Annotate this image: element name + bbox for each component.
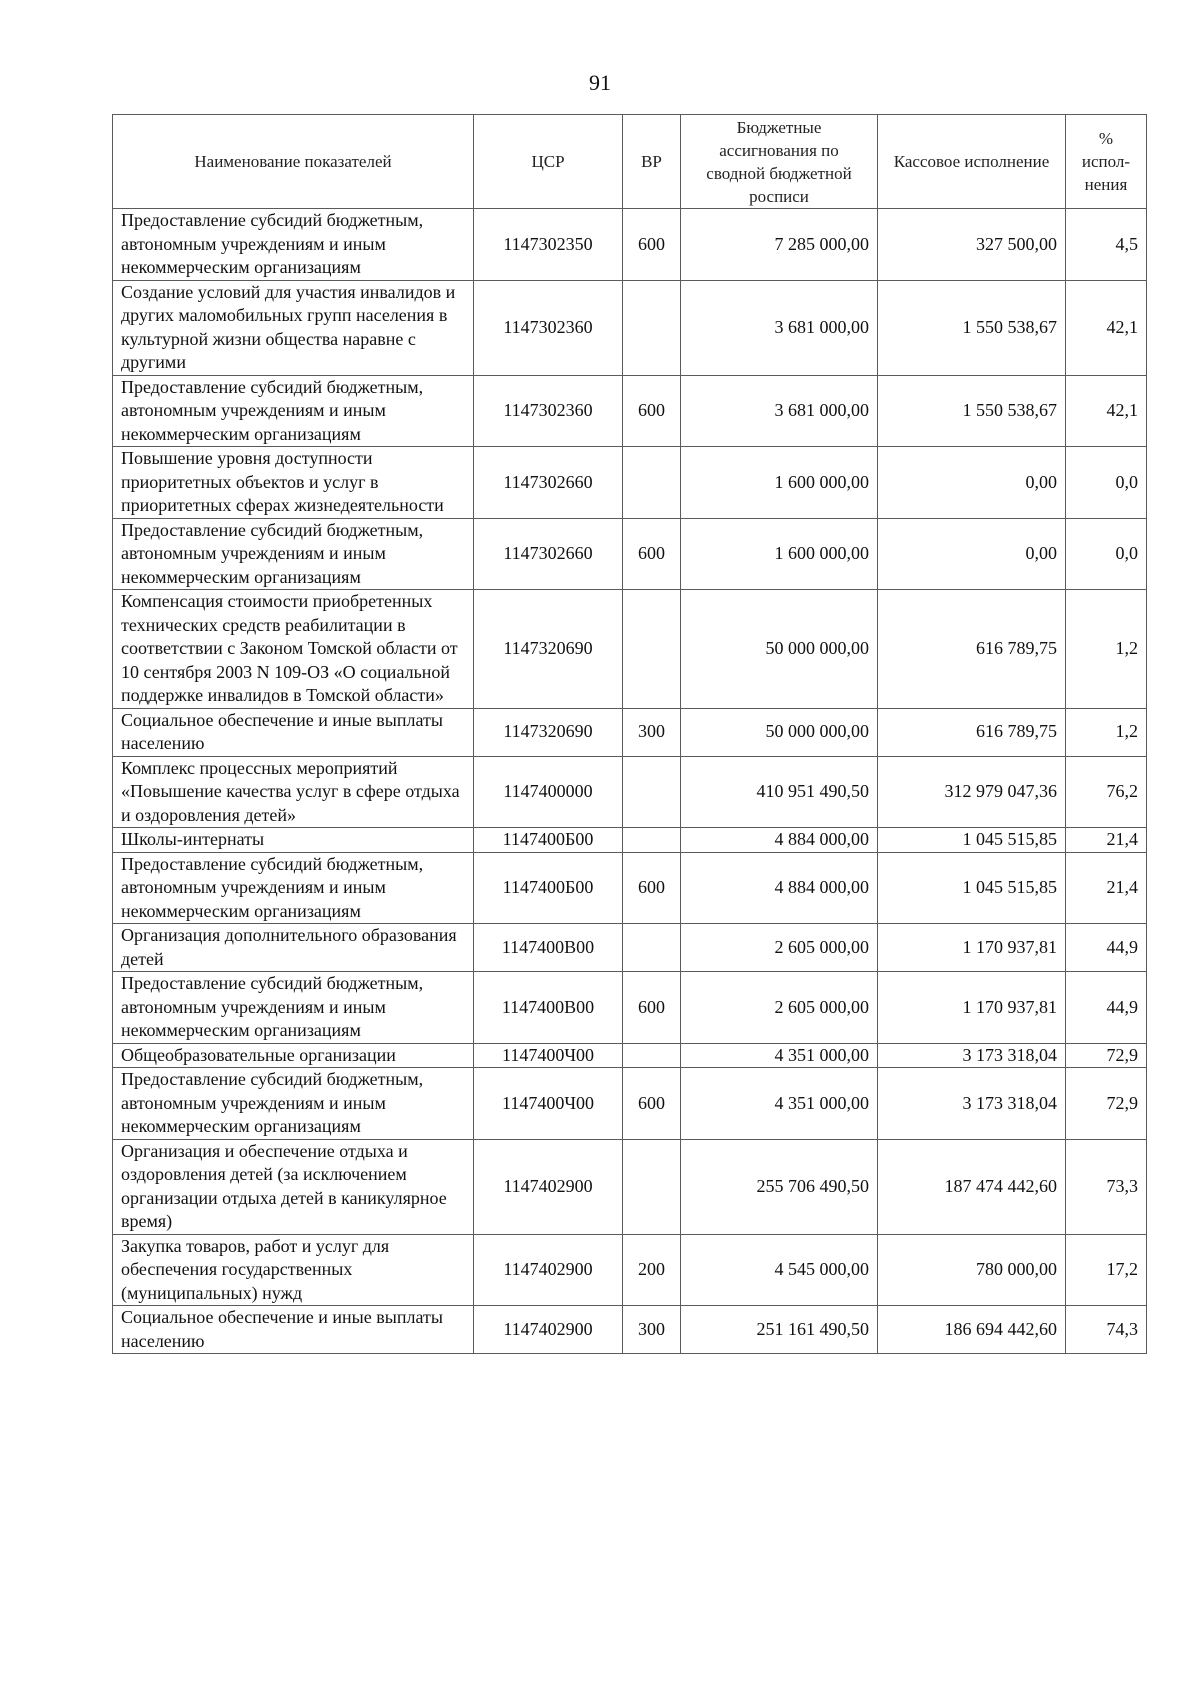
row-vr (623, 590, 681, 709)
row-csr: 1147302360 (474, 375, 623, 447)
table-row (113, 1306, 1147, 1354)
row-name: Предоставление субсидий бюджетным, автономным учреждениям и иным некоммерческим организациям (113, 209, 474, 281)
row-name: Предоставление субсидий бюджетным, автономным учреждениям и иным некоммерческим организациям (113, 1068, 474, 1140)
row-pct: 21,4 (1066, 852, 1147, 924)
row-vr (623, 280, 681, 375)
row-kass: 3 173 318,04 (878, 1043, 1066, 1068)
budget-execution-table (112, 114, 1147, 1354)
row-csr: 1147400В00 (474, 924, 623, 972)
row-pct: 17,2 (1066, 1234, 1147, 1306)
row-pct: 1,2 (1066, 708, 1147, 756)
row-vr (623, 447, 681, 519)
row-name: Предоставление субсидий бюджетным, автономным учреждениям и иным некоммерческим организациям (113, 852, 474, 924)
row-pct: 21,4 (1066, 828, 1147, 853)
row-budget: 255 706 490,50 (681, 1139, 878, 1234)
row-name: Предоставление субсидий бюджетным, автономным учреждениям и иным некоммерческим организациям (113, 972, 474, 1044)
row-kass: 0,00 (878, 447, 1066, 519)
table-row (113, 972, 1147, 1044)
row-budget: 2 605 000,00 (681, 924, 878, 972)
row-kass: 3 173 318,04 (878, 1068, 1066, 1140)
row-vr: 200 (623, 1234, 681, 1306)
row-vr (623, 1043, 681, 1068)
row-pct: 72,9 (1066, 1068, 1147, 1140)
row-kass: 1 550 538,67 (878, 280, 1066, 375)
row-budget: 3 681 000,00 (681, 280, 878, 375)
row-vr (623, 828, 681, 853)
row-csr: 1147402900 (474, 1139, 623, 1234)
row-csr: 1147400Ч00 (474, 1043, 623, 1068)
row-pct: 76,2 (1066, 756, 1147, 828)
row-budget: 4 351 000,00 (681, 1043, 878, 1068)
table-row (113, 1139, 1147, 1234)
table-row (113, 1068, 1147, 1140)
row-pct: 44,9 (1066, 924, 1147, 972)
row-budget: 4 884 000,00 (681, 828, 878, 853)
row-vr: 300 (623, 1306, 681, 1354)
row-budget: 1 600 000,00 (681, 447, 878, 519)
row-vr: 600 (623, 852, 681, 924)
row-pct: 4,5 (1066, 209, 1147, 281)
table-row (113, 708, 1147, 756)
header-pct: % испол-нения (1066, 115, 1147, 209)
row-kass: 1 170 937,81 (878, 924, 1066, 972)
row-kass: 312 979 047,36 (878, 756, 1066, 828)
row-csr: 1147320690 (474, 708, 623, 756)
row-budget: 7 285 000,00 (681, 209, 878, 281)
row-pct: 1,2 (1066, 590, 1147, 709)
row-vr: 600 (623, 209, 681, 281)
row-name: Создание условий для участия инвалидов и других маломобильных групп населения в культурной жизни общества наравне с другими (113, 280, 474, 375)
row-kass: 187 474 442,60 (878, 1139, 1066, 1234)
row-csr: 1147302660 (474, 447, 623, 519)
row-kass: 327 500,00 (878, 209, 1066, 281)
row-pct: 42,1 (1066, 375, 1147, 447)
table-row (113, 280, 1147, 375)
row-pct: 74,3 (1066, 1306, 1147, 1354)
row-name: Предоставление субсидий бюджетным, автономным учреждениям и иным некоммерческим организациям (113, 375, 474, 447)
row-name: Предоставление субсидий бюджетным, автономным учреждениям и иным некоммерческим организациям (113, 518, 474, 590)
row-budget: 3 681 000,00 (681, 375, 878, 447)
row-pct: 72,9 (1066, 1043, 1147, 1068)
header-kass: Кассовое исполнение (878, 115, 1066, 209)
row-kass: 1 550 538,67 (878, 375, 1066, 447)
table-row (113, 1043, 1147, 1068)
row-budget: 2 605 000,00 (681, 972, 878, 1044)
row-vr: 600 (623, 1068, 681, 1140)
table-row (113, 1234, 1147, 1306)
row-kass: 1 045 515,85 (878, 852, 1066, 924)
row-pct: 0,0 (1066, 518, 1147, 590)
row-name: Повышение уровня доступности приоритетных объектов и услуг в приоритетных сферах жизнедеятельности (113, 447, 474, 519)
header-csr: ЦСР (474, 115, 623, 209)
row-budget: 4 545 000,00 (681, 1234, 878, 1306)
row-name: Социальное обеспечение и иные выплаты населению (113, 708, 474, 756)
table-row (113, 375, 1147, 447)
row-pct: 44,9 (1066, 972, 1147, 1044)
header-name: Наименование показателей (113, 115, 474, 209)
row-vr: 600 (623, 375, 681, 447)
row-budget: 1 600 000,00 (681, 518, 878, 590)
row-vr: 600 (623, 972, 681, 1044)
header-budget: Бюджетные ассигнования по сводной бюджетной росписи (681, 115, 878, 209)
row-csr: 1147302350 (474, 209, 623, 281)
row-csr: 1147400000 (474, 756, 623, 828)
table-row (113, 924, 1147, 972)
table-row (113, 209, 1147, 281)
header-vr: ВР (623, 115, 681, 209)
row-kass: 780 000,00 (878, 1234, 1066, 1306)
row-budget: 251 161 490,50 (681, 1306, 878, 1354)
row-budget: 410 951 490,50 (681, 756, 878, 828)
row-kass: 186 694 442,60 (878, 1306, 1066, 1354)
row-name: Организация и обеспечение отдыха и оздоровления детей (за исключением организации отдыха детей в каникулярное время) (113, 1139, 474, 1234)
table-row (113, 828, 1147, 853)
table-row (113, 590, 1147, 709)
row-name: Школы-интернаты (113, 828, 474, 853)
row-kass: 616 789,75 (878, 590, 1066, 709)
row-pct: 73,3 (1066, 1139, 1147, 1234)
row-csr: 1147400Б00 (474, 828, 623, 853)
row-csr: 1147320690 (474, 590, 623, 709)
row-budget: 4 884 000,00 (681, 852, 878, 924)
row-name: Закупка товаров, работ и услуг для обеспечения государственных (муниципальных) нужд (113, 1234, 474, 1306)
table-row (113, 756, 1147, 828)
row-pct: 0,0 (1066, 447, 1147, 519)
row-name: Компенсация стоимости приобретенных технических средств реабилитации в соответствии с Законом Томской области от 10 сентября 2003 N 109-ОЗ «О социальной поддержке инвалидов в Томской области» (113, 590, 474, 709)
row-name: Общеобразовательные организации (113, 1043, 474, 1068)
page-number: 91 (589, 70, 611, 95)
row-budget: 50 000 000,00 (681, 590, 878, 709)
row-kass: 616 789,75 (878, 708, 1066, 756)
row-vr (623, 924, 681, 972)
row-vr (623, 1139, 681, 1234)
row-vr: 300 (623, 708, 681, 756)
row-csr: 1147402900 (474, 1306, 623, 1354)
row-name: Социальное обеспечение и иные выплаты населению (113, 1306, 474, 1354)
row-csr: 1147402900 (474, 1234, 623, 1306)
row-csr: 1147302660 (474, 518, 623, 590)
row-vr: 600 (623, 518, 681, 590)
table-row (113, 852, 1147, 924)
table-row (113, 447, 1147, 519)
row-pct: 42,1 (1066, 280, 1147, 375)
row-csr: 1147400В00 (474, 972, 623, 1044)
table-header-row (113, 115, 1147, 209)
row-csr: 1147302360 (474, 280, 623, 375)
row-kass: 1 045 515,85 (878, 828, 1066, 853)
row-budget: 50 000 000,00 (681, 708, 878, 756)
row-csr: 1147400Б00 (474, 852, 623, 924)
row-budget: 4 351 000,00 (681, 1068, 878, 1140)
row-vr (623, 756, 681, 828)
row-name: Комплекс процессных мероприятий «Повышение качества услуг в сфере отдыха и оздоровления детей» (113, 756, 474, 828)
table-row (113, 518, 1147, 590)
row-kass: 1 170 937,81 (878, 972, 1066, 1044)
row-kass: 0,00 (878, 518, 1066, 590)
row-name: Организация дополнительного образования детей (113, 924, 474, 972)
row-csr: 1147400Ч00 (474, 1068, 623, 1140)
